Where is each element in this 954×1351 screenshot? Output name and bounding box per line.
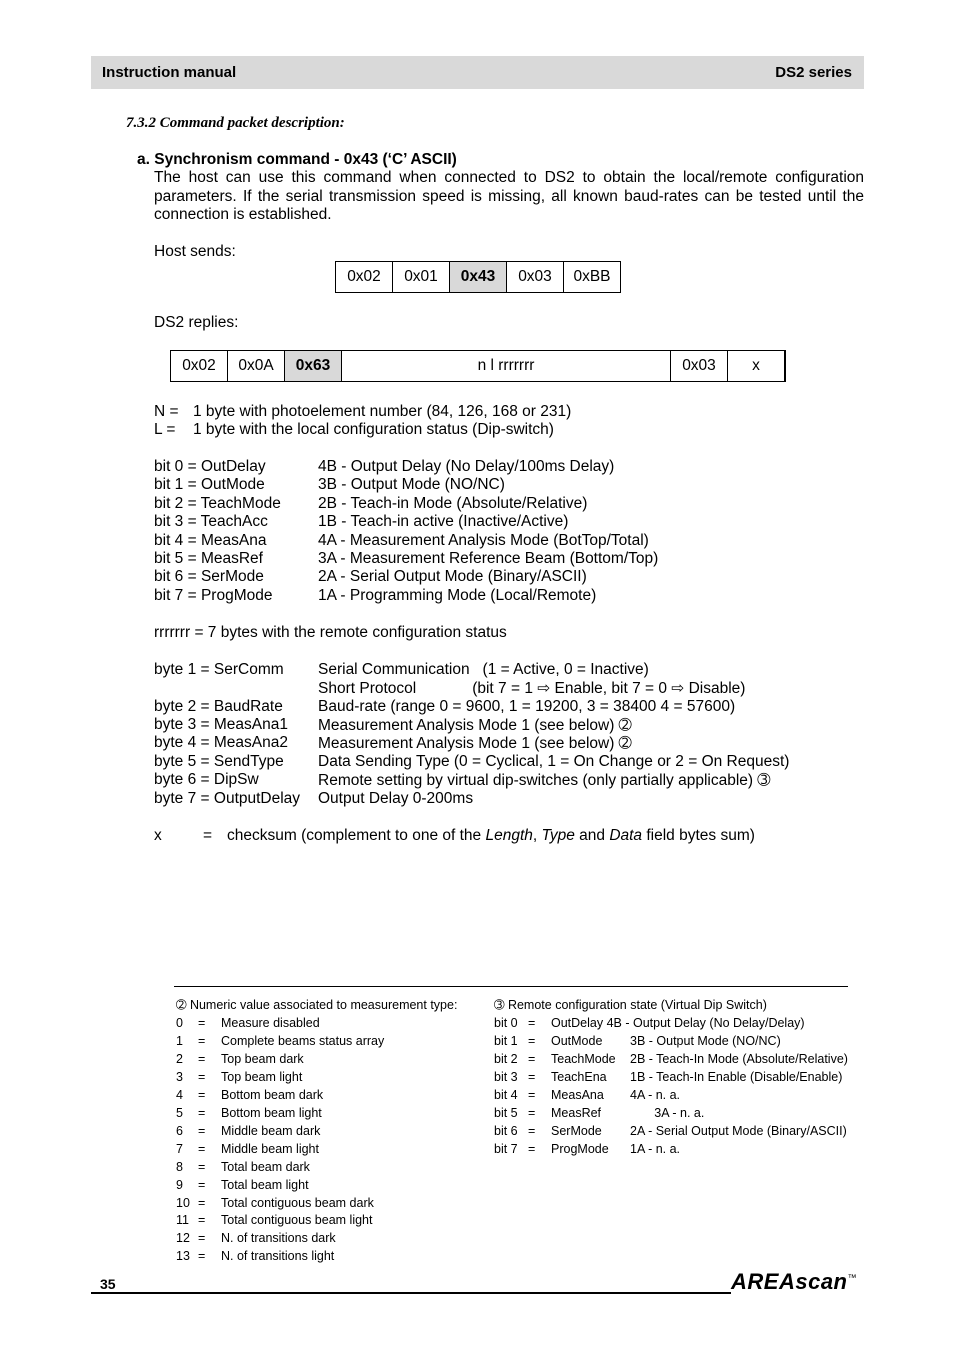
byte-name: byte 3 = MeasAna1: [154, 716, 288, 733]
bit-name: bit 7 = ProgMode: [154, 587, 273, 604]
measure-code: 7: [176, 1141, 183, 1156]
definition-key: N =: [154, 403, 179, 420]
dip-name: OutDelay 4B - Output Delay (No Delay/Delay): [551, 1016, 805, 1030]
byte-name: byte 2 = BaudRate: [154, 698, 283, 715]
byte-row: [154, 734, 632, 752]
dip-bit: bit 7: [494, 1141, 518, 1156]
measure-label: N. of transitions dark: [221, 1231, 336, 1246]
byte-description: Short Protocol (bit 7 = 1 ⇨ Enable, bit 7 = 0 ⇨ Disable): [318, 680, 746, 697]
footnote-left-title: ➁ Numeric value associated to measurement type:: [176, 998, 458, 1012]
intro-paragraph: The host can use this command when connected to DS2 to obtain the local/remote configuration parameters. If the serial transmission speed is missing, all known baud-rates can be tested until the connection is established.: [154, 169, 864, 223]
checksum-text: checksum (complement to one of the Length, Type and Data field bytes sum): [227, 827, 755, 844]
packet-cell: 0x02: [171, 351, 228, 382]
equals-sign: =: [528, 1051, 536, 1066]
measure-code: 4: [176, 1087, 183, 1102]
measure-label: Total contiguous beam light: [221, 1213, 373, 1228]
definition-row: [154, 421, 554, 439]
bit-row: [154, 587, 597, 605]
dip-name: MeasAna: [551, 1087, 604, 1102]
dip-bit: bit 3: [494, 1069, 518, 1084]
packet-cell: 0xBB: [564, 262, 621, 293]
dip-description: 3B - Output Mode (NO/NC): [630, 1033, 781, 1048]
byte-row: [154, 716, 632, 734]
measure-label: Total beam dark: [221, 1159, 310, 1174]
dip-description: 2A - Serial Output Mode (Binary/ASCII): [630, 1123, 847, 1138]
packet-cell: 0x03: [671, 351, 728, 382]
dip-name: MeasRef: [551, 1105, 602, 1120]
dip-bit: bit 4: [494, 1087, 518, 1102]
host-sends-label: Host sends:: [154, 243, 236, 260]
measure-code: 2: [176, 1051, 183, 1066]
byte-name: byte 5 = SendType: [154, 753, 284, 770]
bit-description: 3B - Output Mode (NO/NC): [318, 476, 505, 493]
measure-label: Complete beams status array: [221, 1033, 385, 1048]
measure-code: 5: [176, 1105, 183, 1120]
equals-sign: =: [198, 1141, 206, 1156]
packet-cell-command: 0x43: [450, 262, 507, 293]
bit-row: [154, 495, 588, 513]
dip-name: ProgMode: [551, 1141, 609, 1156]
measure-code: 0: [176, 1016, 183, 1030]
bit-name: bit 6 = SerMode: [154, 568, 264, 585]
bit-row: [154, 476, 505, 494]
measure-label: Bottom beam dark: [221, 1087, 324, 1102]
measure-label: Top beam dark: [221, 1051, 304, 1066]
packet-cell-checksum: x: [728, 351, 786, 382]
equals-sign: =: [528, 1141, 536, 1156]
byte-description: Output Delay 0-200ms: [318, 790, 474, 807]
bit-row: [154, 458, 615, 476]
dip-bit: bit 6: [494, 1123, 518, 1138]
measure-code: 11: [176, 1213, 189, 1228]
byte-description: Baud-rate (range 0 = 9600, 1 = 19200, 3 = 38400 4 = 57600): [318, 698, 736, 715]
dip-name: OutMode: [551, 1033, 603, 1048]
measure-code: 13: [176, 1249, 190, 1264]
dip-bit: bit 1: [494, 1033, 518, 1048]
bit-description: 3A - Measurement Reference Beam (Bottom/Top): [318, 550, 659, 567]
byte-description: Data Sending Type (0 = Cyclical, 1 = On Change or 2 = On Request): [318, 753, 790, 770]
equals-sign: =: [528, 1105, 536, 1120]
byte-description: Measurement Analysis Mode 1 (see below) ➁: [318, 735, 632, 752]
dip-description: 3A - n. a.: [630, 1105, 705, 1120]
bit-name: bit 4 = MeasAna: [154, 532, 267, 549]
page-header: [91, 56, 864, 89]
dip-description: 1A - n. a.: [630, 1141, 681, 1156]
packet-cell: 0x0A: [228, 351, 285, 382]
byte-row: [154, 771, 771, 789]
measure-code: 8: [176, 1159, 183, 1174]
dip-name: SerMode: [551, 1123, 602, 1138]
equals-sign: =: [528, 1016, 536, 1030]
definition-text: 1 byte with photoelement number (84, 126, 168 or 231): [193, 403, 572, 420]
bit-description: 2A - Serial Output Mode (Binary/ASCII): [318, 568, 587, 585]
definition-row: [154, 403, 572, 421]
bit-description: 2B - Teach-in Mode (Absolute/Relative): [318, 495, 588, 512]
equals-sign: =: [198, 1177, 206, 1192]
dip-description: 1B - Teach-In Enable (Disable/Enable): [630, 1069, 843, 1084]
bit-description: 1B - Teach-in active (Inactive/Active): [318, 513, 569, 530]
byte-row: [154, 790, 474, 808]
areascan-logo: AREAscan™: [731, 1269, 857, 1294]
bit-name: bit 0 = OutDelay: [154, 458, 266, 475]
equals-sign: =: [198, 1033, 206, 1048]
dip-bit: bit 0: [494, 1016, 518, 1030]
equals-sign: =: [528, 1087, 536, 1102]
packet-cell: 0x01: [393, 262, 450, 293]
measure-label: N. of transitions light: [221, 1249, 335, 1264]
packet-cell: 0x02: [336, 262, 393, 293]
measure-code: 9: [176, 1177, 183, 1192]
equals-sign: =: [198, 1249, 206, 1264]
byte-name: byte 1 = SerComm: [154, 661, 284, 678]
page-number: 35: [100, 1276, 116, 1292]
reply-packet-table: [170, 350, 786, 382]
bit-name: bit 1 = OutMode: [154, 476, 265, 493]
definition-text: 1 byte with the local configuration status (Dip-switch): [193, 421, 554, 438]
equals-sign: =: [528, 1033, 536, 1048]
byte-description: Remote setting by virtual dip-switches (only partially applicable) ➂: [318, 772, 771, 789]
dip-bit: bit 2: [494, 1051, 518, 1066]
byte-row: [154, 661, 649, 679]
byte-description: Serial Communication (1 = Active, 0 = Inactive): [318, 661, 649, 678]
header-series: DS2 series: [775, 64, 852, 81]
byte-name: byte 4 = MeasAna2: [154, 734, 288, 751]
dip-bit: bit 5: [494, 1105, 518, 1120]
equals-sign: =: [528, 1123, 536, 1138]
measure-code: 1: [176, 1033, 183, 1048]
equals-sign: =: [198, 1087, 206, 1102]
equals-sign: =: [198, 1159, 206, 1174]
bit-row: [154, 568, 587, 586]
footer-rule: [91, 1292, 731, 1294]
bit-name: bit 3 = TeachAcc: [154, 513, 268, 530]
remote-config-label: rrrrrrr = 7 bytes with the remote configuration status: [154, 624, 507, 641]
equals-sign: =: [198, 1195, 206, 1210]
checksum-row: [154, 827, 755, 845]
measure-label: Bottom beam light: [221, 1105, 322, 1120]
footnote-right-title: ➂ Remote configuration state (Virtual Dip Switch): [494, 998, 767, 1012]
packet-cell: 0x03: [507, 262, 564, 293]
measure-code: 6: [176, 1123, 183, 1138]
checksum-eq: =: [203, 827, 213, 844]
equals-sign: =: [198, 1051, 206, 1066]
equals-sign: =: [198, 1016, 206, 1030]
byte-row: [154, 753, 790, 771]
byte-name: byte 7 = OutputDelay: [154, 790, 301, 807]
equals-sign: =: [198, 1231, 206, 1246]
ds2-replies-label: DS2 replies:: [154, 314, 239, 331]
equals-sign: =: [198, 1213, 206, 1228]
dip-description: 4A - n. a.: [630, 1087, 681, 1102]
packet-cell-command: 0x63: [285, 351, 342, 382]
measure-label: Measure disabled: [221, 1016, 320, 1030]
measure-label: Middle beam light: [221, 1141, 319, 1156]
bit-description: 1A - Programming Mode (Local/Remote): [318, 587, 597, 604]
measure-code: 12: [176, 1231, 190, 1246]
section-heading: 7.3.2 Command packet description:: [126, 115, 345, 131]
measure-label: Total contiguous beam dark: [221, 1195, 374, 1210]
measure-label: Top beam light: [221, 1069, 303, 1084]
header-title: Instruction manual: [102, 64, 237, 81]
bit-row: [154, 550, 659, 568]
measure-code: 3: [176, 1069, 183, 1084]
bit-name: bit 2 = TeachMode: [154, 495, 281, 512]
bit-row: [154, 513, 569, 531]
equals-sign: =: [198, 1123, 206, 1138]
equals-sign: =: [198, 1069, 206, 1084]
host-packet-table: [335, 261, 621, 293]
bit-row: [154, 532, 649, 550]
measure-label: Total beam light: [221, 1177, 309, 1192]
byte-name: byte 6 = DipSw: [154, 771, 259, 788]
measure-label: Middle beam dark: [221, 1123, 321, 1138]
bit-description: 4B - Output Delay (No Delay/100ms Delay): [318, 458, 615, 475]
bit-name: bit 5 = MeasRef: [154, 550, 263, 567]
measure-code: 10: [176, 1195, 190, 1210]
byte-description: Measurement Analysis Mode 1 (see below) ➁: [318, 717, 632, 734]
byte-row: [154, 698, 736, 716]
dip-name: TeachMode: [551, 1051, 616, 1066]
bit-description: 4A - Measurement Analysis Mode (BotTop/Total): [318, 532, 649, 549]
dip-description: 2B - Teach-In Mode (Absolute/Relative): [630, 1051, 848, 1066]
equals-sign: =: [528, 1069, 536, 1084]
footnote-separator: [174, 986, 848, 987]
equals-sign: =: [198, 1105, 206, 1120]
subheading: a. Synchronism command - 0x43 (‘C’ ASCII): [137, 151, 457, 168]
dip-name: TeachEna: [551, 1069, 607, 1084]
packet-cell-data: n l rrrrrrr: [342, 351, 671, 382]
checksum-key: x: [154, 827, 162, 844]
definition-key: L =: [154, 421, 176, 438]
